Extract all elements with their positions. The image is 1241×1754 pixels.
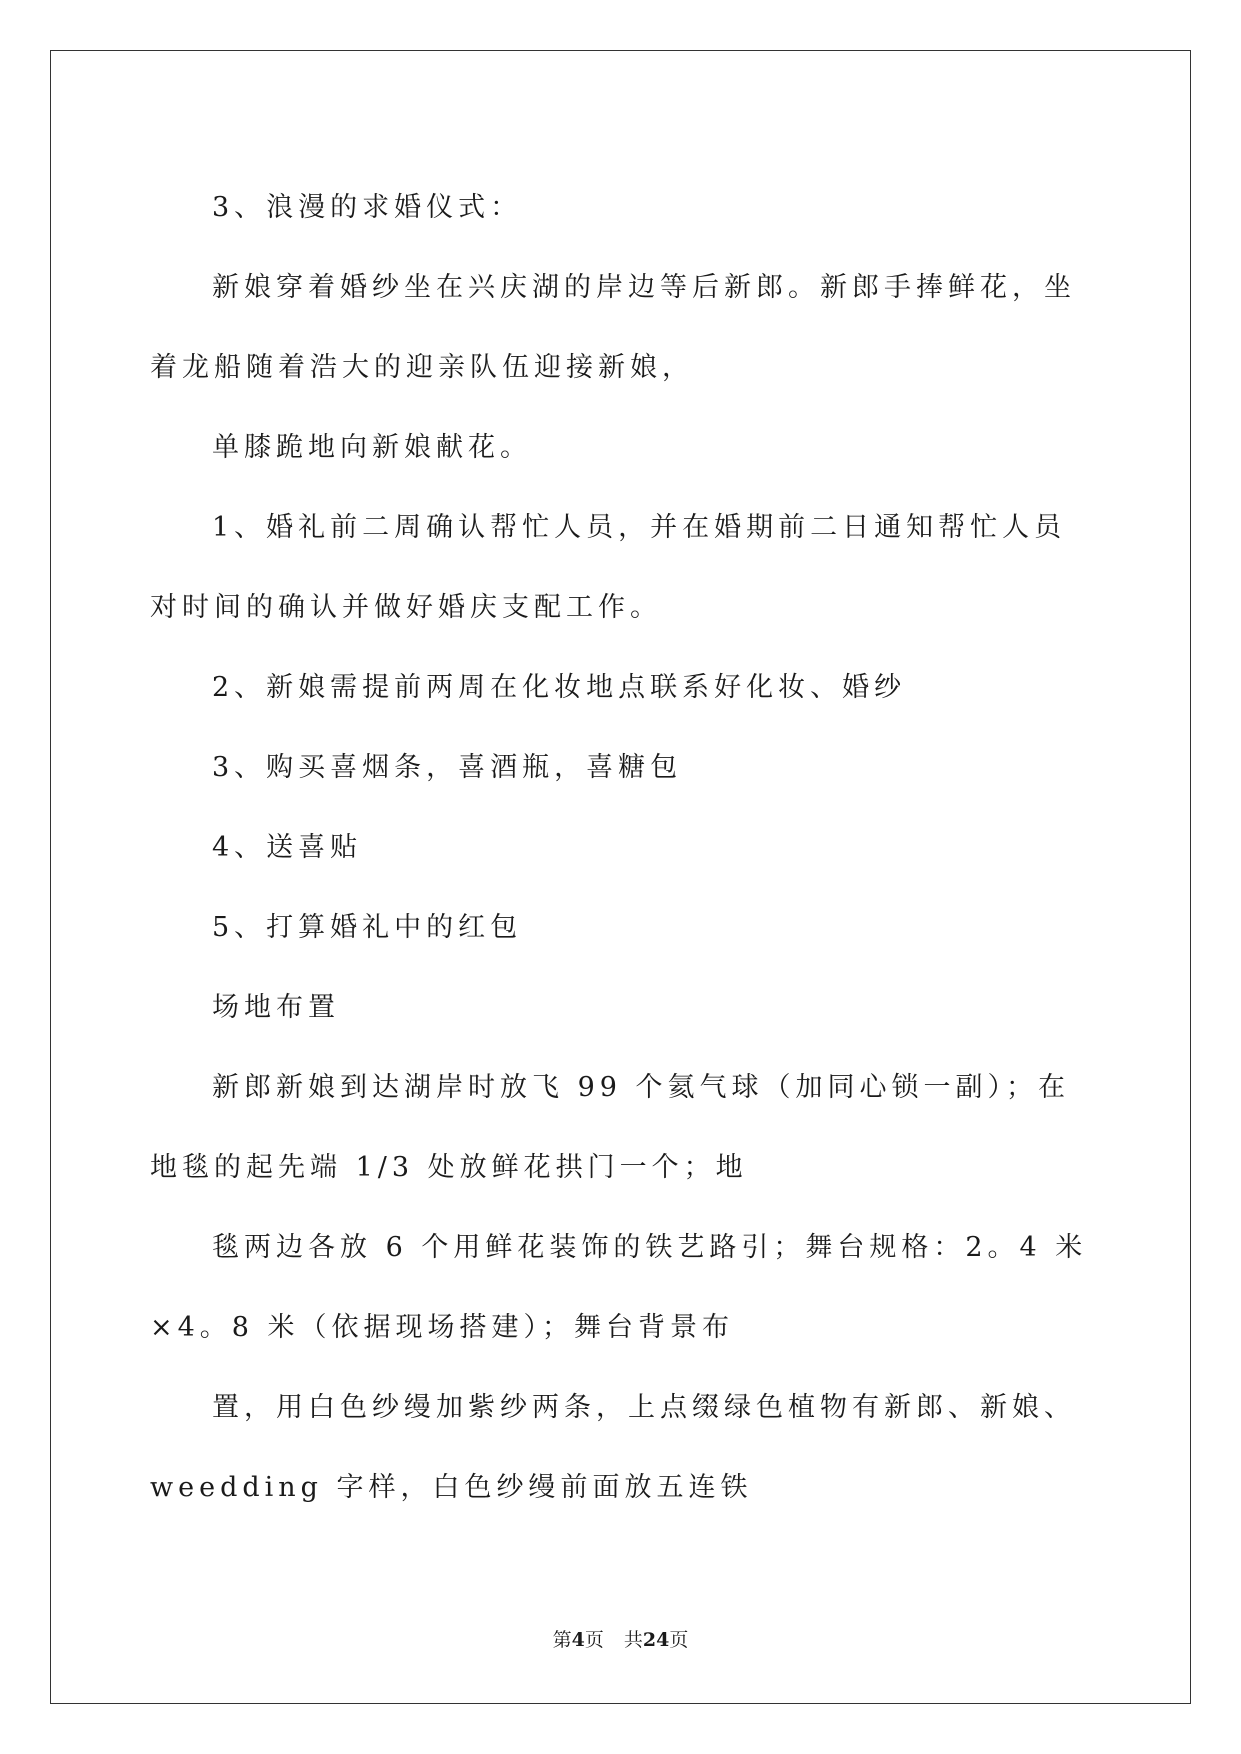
paragraph: 新娘穿着婚纱坐在兴庆湖的岸边等后新郎。新郎手捧鲜花，坐着龙船随着浩大的迎亲队伍迎接新娘，	[150, 272, 1076, 383]
page-number-prefix: 第	[552, 1629, 572, 1651]
page-number-suffix: 页	[584, 1629, 604, 1651]
page-total-number: 24	[642, 1629, 670, 1651]
page-total-suffix: 页	[669, 1629, 689, 1651]
paragraph: 4、送喜贴	[212, 832, 363, 863]
page-number-current: 4	[571, 1629, 585, 1651]
paragraph: 单膝跪地向新娘献花。	[212, 432, 532, 463]
paragraph: 1、婚礼前二周确认帮忙人员，并在婚期前二日通知帮忙人员对时间的确认并做好婚庆支配工作。	[150, 512, 1067, 623]
page-footer	[0, 1628, 1241, 1652]
paragraph: 3、浪漫的求婚仪式：	[212, 192, 523, 223]
paragraph: 毯两边各放 6 个用鲜花装饰的铁艺路引；舞台规格：2。4 米×4。8 米（依据现场搭建）；舞台背景布	[150, 1232, 1088, 1343]
paragraph: 5、打算婚礼中的红包	[212, 912, 523, 943]
paragraph: 新郎新娘到达湖岸时放飞 99 个氦气球（加同心锁一副）；在地毯的起先端 1/3 处放鲜花拱门一个；地	[150, 1072, 1071, 1183]
paragraph: 3、购买喜烟条，喜酒瓶，喜糖包	[212, 752, 683, 783]
paragraph: 置，用白色纱缦加紫纱两条，上点缀绿色植物有新郎、新娘、weedding 字样，白色纱缦前面放五连铁	[150, 1392, 1076, 1503]
document-body	[150, 168, 1090, 1528]
paragraph: 2、新娘需提前两周在化妆地点联系好化妆、婚纱	[212, 672, 907, 703]
page-total-prefix: 共	[623, 1629, 643, 1651]
paragraph: 场地布置	[212, 992, 340, 1023]
